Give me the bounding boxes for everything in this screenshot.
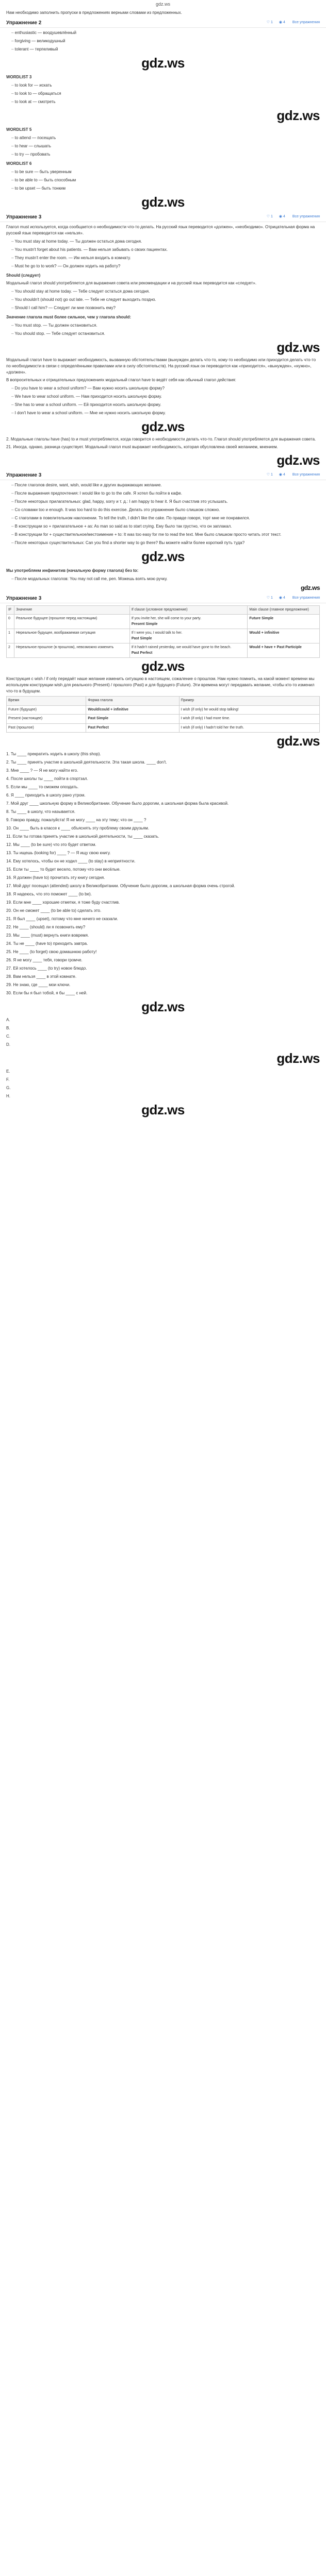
list-item: 27. Ей хотелось ____ (to try) новое блюдо. <box>6 966 87 971</box>
list-item: – В конструкции so + прилагательное + as: As man so said as to start crying. Ему было так грустно, что он заплакал. <box>11 523 320 530</box>
watermark: gdz.ws <box>141 55 185 71</box>
like-counter[interactable]: ♡ 1 <box>267 20 273 26</box>
view-counter[interactable]: ◉ 4 <box>279 214 285 220</box>
watermark: gdz.ws <box>141 418 185 434</box>
table-row: 0 Реальное будущее (прошлое перед настоящим) If you invite her, she will come to your party. Present Simple Future Simple <box>7 615 320 629</box>
list-item: – После глаголов desire, want, wish, would like и других выражающих желание. <box>11 482 320 488</box>
list-item: 6. Я ____ приходить в школу рано утром. <box>6 793 86 798</box>
list-item: – to look for — искать <box>11 82 320 89</box>
list-item: 22. Не ____ (should) ли я позвонить ему? <box>6 925 86 929</box>
like-counter[interactable]: ♡ 1 <box>267 472 273 478</box>
exercise-2-list <box>11 30 320 53</box>
meaning-examples <box>11 323 320 337</box>
list-item: 19. Если мне ____ хорошие отметки, я тоже буду счастлив. <box>6 900 120 905</box>
exercise-3c-header <box>0 595 326 603</box>
wordlist-5-title: WORDLIST 5 <box>6 127 32 132</box>
heart-icon: ♡ <box>266 215 270 219</box>
list-item: 29. Не знаю, где ____ мои ключи. <box>6 982 71 987</box>
list-item: – to be able to — быть способным <box>11 177 320 183</box>
list-item: 7. Мой друг ____ школьную форму в Великобритании. Обучение было дорогим, а школьная форма была красивой. <box>6 801 229 806</box>
heart-icon: ♡ <box>266 473 270 477</box>
exercise-3b-header <box>0 471 326 480</box>
list-item: 26. Я не могу ____ тебя, говори громче. <box>6 958 83 962</box>
answer-line: 2. Модальные глаголы have (has) to и must употребляются, когда говорится о необходимости делать что-то. Глагол should употребляется для выражения совета. <box>6 436 316 442</box>
list-item: – You must stop. — Ты должен остановиться. <box>11 323 320 329</box>
watermark: gdz.ws <box>276 107 320 123</box>
eye-icon: ◉ <box>279 473 282 477</box>
list-item: – I don't have to wear a school uniform. — Мне не нужно носить школьную форму. <box>11 410 320 416</box>
conditionals-table <box>6 605 320 658</box>
list-item: – Со словами too и enough. It was too hard to do this exercise. Делать это упражнение было слишком сложно. <box>11 507 320 513</box>
infinitive-rules <box>11 482 320 546</box>
should-heading: Should (следует) <box>6 273 41 278</box>
list-item: 28. Вам нельзя ____ в этой комнате. <box>6 974 77 979</box>
heart-icon: ♡ <box>266 596 270 600</box>
watermark: gdz.ws <box>141 1102 185 1117</box>
table-header: Форма глагола <box>86 697 179 706</box>
table-header: Время <box>7 697 86 706</box>
list-item: – to look to — обращаться <box>11 91 320 97</box>
list-item: 2. Ты ____ принять участие в школьной деятельности. Эта такая школа. ____ don't. <box>6 760 167 765</box>
list-item: G. <box>6 1086 11 1090</box>
list-item: 11. Если ты готова принять участие в школьной деятельности, ты ____ сказать. <box>6 834 159 839</box>
list-item: – to be upset — быть тонким <box>11 185 320 192</box>
list-item: – to try — пробовать <box>11 151 320 158</box>
brand-logo: gdz.ws <box>155 2 170 7</box>
list-item: – После некоторых существительных: Can you find a shorter way to go there? Вы можете найти более короткий путь туда? <box>11 540 320 546</box>
list-item: 10. Он ____ быть в классе к ____ объяснять эту проблему своим друзьям. <box>6 826 150 831</box>
list-item: A. <box>6 1018 10 1022</box>
watermark: gdz.ws <box>276 339 320 355</box>
list-item: 14. Ему хотелось, чтобы он не ходил ____ (to stay) в неприятности. <box>6 859 136 863</box>
list-item: – to be sure — быть уверенным <box>11 169 320 175</box>
wordlist-3 <box>11 82 320 105</box>
all-exercises-button[interactable]: Все упражнения <box>292 21 320 25</box>
must-examples <box>11 239 320 269</box>
list-item: – После модальных глаголов: You may not call me, pen. Можешь взять мою ручку. <box>11 576 320 582</box>
all-exercises-button[interactable]: Все упражнения <box>292 215 320 219</box>
list-item: – enthusiastic — воодушевлённый <box>11 30 320 36</box>
watermark: gdz.ws <box>300 584 320 591</box>
wordlist-6 <box>11 169 320 192</box>
list-item: – После выражения предпочтения: I would like to go to the cafe. Я хотел бы пойти в кафе. <box>11 490 320 497</box>
list-item: C. <box>6 1034 10 1039</box>
list-item: H. <box>6 1094 10 1098</box>
list-item: – They mustn't enter the room. — Им нельзя входить в комнату. <box>11 255 320 261</box>
intro-text: Нам необходимо заполнить пропуски в предложениях верными словами из предложенных. <box>6 10 182 15</box>
list-item: – You should stop. — Тебе следует остановиться. <box>11 331 320 337</box>
table-header: Пример <box>179 697 319 706</box>
view-counter[interactable]: ◉ 4 <box>279 20 285 26</box>
infinitive-no-to <box>11 576 320 582</box>
list-item: – В конструкции for + существительное/местоимение + to: It was too easy for me to read the text. Мне было слишком просто читать этот текст. <box>11 532 320 538</box>
list-item: 13. Ты ищешь (looking for) ____ ? — Я ищу свою книгу. <box>6 851 111 855</box>
table-header: IF <box>7 605 14 615</box>
list-item: F. <box>6 1077 10 1082</box>
view-counter[interactable]: ◉ 4 <box>279 596 285 601</box>
list-item: B. <box>6 1026 10 1030</box>
list-item: – You shouldn't (should not) go out late. — Тебе не следует выходить поздно. <box>11 297 320 303</box>
list-item: 12. Мы ____ (to be sure) что это будет ответом. <box>6 842 96 847</box>
should-examples <box>11 289 320 311</box>
list-item: 16. Я должен (have to) прочитать эту книгу сегодня. <box>6 875 105 880</box>
table-row: Past (прошлое) Past Perfect I wish (if only) I hadn't told her the truth. <box>7 723 320 733</box>
list-item: 15. Если ты ____ то будет весело, потому что они весёлые. <box>6 867 121 872</box>
list-item: – tolerant — терпеливый <box>11 46 320 53</box>
like-counter[interactable]: ♡ 1 <box>267 596 273 601</box>
table-header: Значение <box>14 605 130 615</box>
list-item: E. <box>6 1069 10 1074</box>
list-item: 30. Если бы я был тобой, я бы ____ с ней. <box>6 991 88 995</box>
list-item: – Do you have to wear a school uniform? — Вам нужно носить школьную форму? <box>11 385 320 392</box>
list-item: – You should stay at home today. — Тебе следует остаться дома сегодня. <box>11 289 320 295</box>
table-row: 1 Нереальное будущее, воображаемая ситуация If I were you, I would talk to her. Past Simple Would + infinitive <box>7 629 320 643</box>
table-header: Main clause (главное предложение) <box>248 605 320 615</box>
view-counter[interactable]: ◉ 4 <box>279 472 285 478</box>
watermark: gdz.ws <box>276 1050 320 1066</box>
exercise-2-header <box>0 19 326 28</box>
have-to-examples <box>11 385 320 416</box>
list-item: – С глаголами в повелительном наклонении. To tell the truth, I didn't like the cake. По правде говоря, торт мне не понравился. <box>11 515 320 521</box>
watermark: gdz.ws <box>276 452 320 468</box>
wordlist-6-title: WORDLIST 6 <box>6 161 32 166</box>
list-item: 20. Он не сможет ____ (to be able to) сделать это. <box>6 908 102 913</box>
meaning-heading: Значение глагола must более сильное, чем у глагола should: <box>6 314 131 319</box>
list-item: – После некоторых прилагательных: glad, happy, sorry и т. д.: I am happy to hear it. Я был счастлив это услышать. <box>11 499 320 505</box>
answer-line-2: 21. Иногда, однако, разница существует. Модальный глагол must выражает необходимость, которая обусловлена своей желанием, мнением. <box>6 444 278 449</box>
list-item: 23. Мы ____ (must) вернуть книги вовремя. <box>6 933 89 938</box>
exercise-3-header <box>0 213 326 222</box>
list-item: 17. Мой друг посещал (attended) школу в Великобритании. Обучение было дорогим, а школьная форма очень строгой. <box>6 884 235 888</box>
list-item: 3. Мне ____ ? — Я не могу найти его. <box>6 768 78 773</box>
list-item: – We have to wear school uniform. — Нам приходится носить школьную форму. <box>11 394 320 400</box>
list-item: – Must he go to to work? — Он должен ходить на работу? <box>11 263 320 269</box>
exercise-2-title: Упражнение 2 <box>6 20 42 26</box>
have-to-rule: Модальный глагол have to выражает необходимость, вызванную обстоятельствами (вынужден делать что-то, кому-то необходимо или приходится делать что-то по необходимости в связи с определёнными правилами или в силу обстоятельств). На русский язык он переводится как «приходится», «вынужден», «нужно», «должен». <box>6 357 316 375</box>
list-item: – She has to wear a school uniform. — Ей приходится носить школьную форму. <box>11 402 320 408</box>
watermark: gdz.ws <box>141 999 185 1014</box>
table-row: 2 Нереальное прошлое (в прошлом), невозможно изменить If it hadn't rained yesterday, we would have gone to the beach. Past Perfect Would + have + Past Participle <box>7 643 320 658</box>
all-exercises-button[interactable]: Все упражнения <box>292 596 320 600</box>
table-row: Future (будущее) Would/could + infinitive I wish (if only) he would stop talking! <box>7 705 320 715</box>
list-item: – You mustn't forget about his patients. — Вам нельзя забывать о своих пациентах. <box>11 247 320 253</box>
infinitive-heading: Мы употребляем инфинитив (начальную форму глагола) без to: <box>6 568 139 573</box>
have-to-rule-2: В вопросительных и отрицательных предложениях модальный глагол have to ведёт себя как обычный глагол действия: <box>6 377 236 382</box>
watermark: gdz.ws <box>141 658 185 674</box>
page <box>0 0 326 1118</box>
wish-table <box>6 696 320 733</box>
answer-letters <box>6 1017 320 1048</box>
list-item: – forgiving — великодушный <box>11 38 320 44</box>
list-item: 5. Если мы ____ то сможем опоздать. <box>6 785 79 789</box>
exercise-3b-title: Упражнение 3 <box>6 472 42 478</box>
watermark: gdz.ws <box>141 194 185 210</box>
wish-rule: Конструкция с wish / if only передаёт наше желание изменить ситуацию в настоящем, сожаление о прошлом. Нам нужно помнить, на какой момент времени мы используем конструкции wish для реального (Present) / прошлого (Past) и для будущего (Future). Эти времена могут передавать желание, чтобы кто-то изменил что-то в будущем. <box>6 676 315 693</box>
list-item: 1. Ты ____ прекратить ходить в школу (this shop). <box>6 752 101 756</box>
list-item: 4. После школы ты ____ пойти в спортзал. <box>6 776 88 781</box>
list-item: – to hear — слышать <box>11 143 320 149</box>
wordlist-5 <box>11 135 320 158</box>
list-item: 8. Ты ____ в школу, что называется. <box>6 809 76 814</box>
list-item: 18. Я надеюсь, что это поможет ____ (to be). <box>6 892 92 896</box>
list-item: D. <box>6 1042 10 1047</box>
table-row: Present (настоящее) Past Simple I wish (if only) I had more time. <box>7 715 320 724</box>
table-header: If clause (условное предложение) <box>129 605 248 615</box>
eye-icon: ◉ <box>279 596 282 600</box>
eye-icon: ◉ <box>279 215 282 219</box>
must-rule: Глагол must используется, когда сообщается о необходимости что-то делать. На русский язык переводится «должен», «необходимо». Отрицательная форма на русский язык переводится как «нельзя». <box>6 224 315 235</box>
list-item: – to attend — посещать <box>11 135 320 141</box>
exercise-3-title: Упражнение 3 <box>6 214 42 220</box>
eye-icon: ◉ <box>279 21 282 25</box>
list-item: – to look at — смотреть <box>11 99 320 105</box>
list-item: 25. Не ____ (to forget) свою домашнюю работу! <box>6 950 97 954</box>
heart-icon: ♡ <box>266 21 270 25</box>
gap-fill-list <box>6 751 320 996</box>
watermark: gdz.ws <box>276 733 320 749</box>
watermark: gdz.ws <box>141 548 185 564</box>
all-exercises-button[interactable]: Все упражнения <box>292 473 320 477</box>
wordlist-3-title: WORDLIST 3 <box>6 74 32 79</box>
list-item: – Should I call him? — Следует ли мне позвонить ему? <box>11 305 320 311</box>
list-item: 21. Я был ____ (upset), потому что мне ничего не сказали. <box>6 917 118 921</box>
like-counter[interactable]: ♡ 1 <box>267 214 273 220</box>
list-item: – You must stay at home today. — Ты должен остаться дома сегодня. <box>11 239 320 245</box>
exercise-3c-title: Упражнение 3 <box>6 596 42 601</box>
should-rule: Модальный глагол should употребляется для выражения совета или рекомендации и на русский язык переводится как «следует». <box>6 280 257 285</box>
answer-letters-2 <box>6 1069 320 1099</box>
list-item: 9. Говорю правду, пожалуйста! Я не могу ____ на эту тему; что он ____ ? <box>6 818 146 822</box>
list-item: 24. Ты не ____ (have to) приходить завтра. <box>6 941 88 946</box>
